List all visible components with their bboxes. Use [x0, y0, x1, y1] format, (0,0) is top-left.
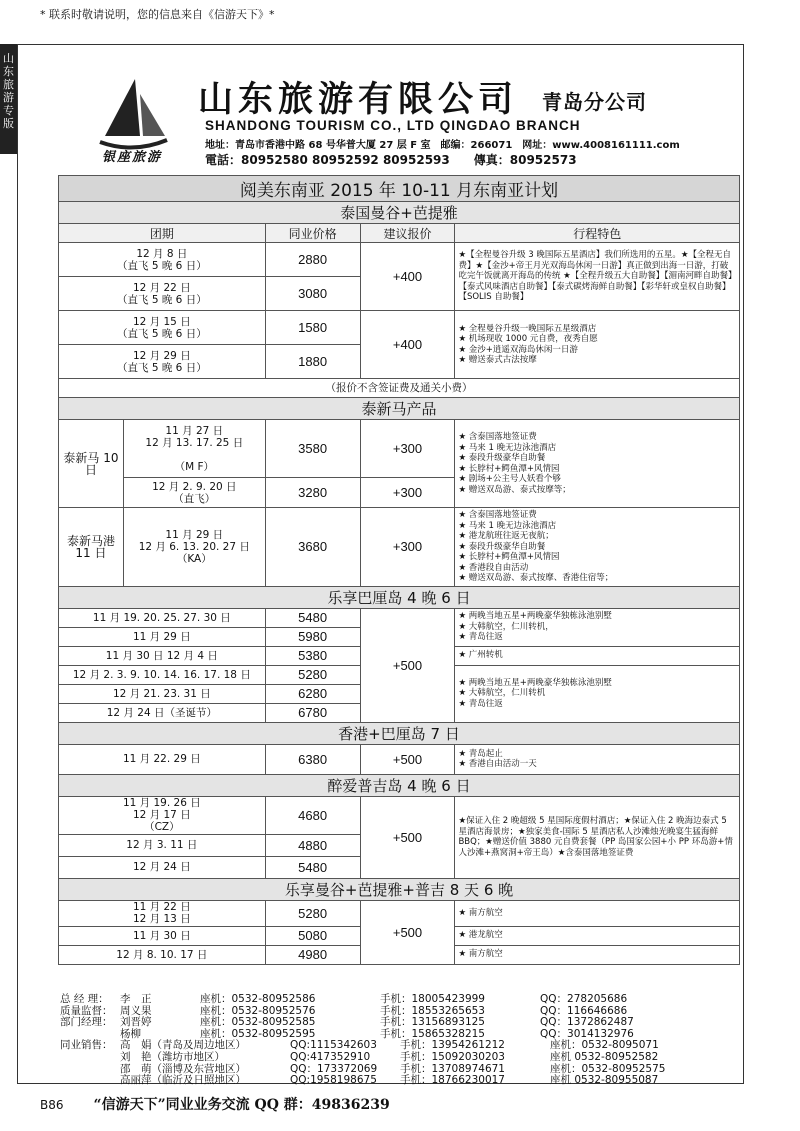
contact-row: 总 经 理： 李 正 座机：0532-80952586 手机：18005423999 QQ：278205686	[60, 993, 628, 1005]
table-row: 12 月 8 日 （直飞 5 晚 6 日）	[59, 243, 266, 277]
date-cell: 11 月 27 日 12 月 13. 17. 25 日 （M F）	[123, 420, 265, 478]
price-cell: 4880	[265, 834, 360, 856]
feature-cell: ★ 含泰国落地签证费 ★ 马来 1 晚无边泳池酒店 ★ 泰段升级豪华自助餐 ★ 长脖村+鳄鱼潭+风情园 ★ 剧场+公主号人妖看个够 ★ 赠送双岛游、泰式按摩等；	[455, 420, 740, 508]
price-cell: 3080	[265, 277, 360, 311]
table-row: 12 月 29 日 （直飞 5 晚 6 日）	[59, 345, 266, 379]
price-cell: 5280	[265, 665, 360, 684]
date-cell: 11 月 30 日 12 月 4 日	[59, 646, 266, 665]
feature-cell: ★ 南方航空	[455, 900, 740, 926]
price-cell: 5980	[265, 627, 360, 646]
price-cell: 3680	[265, 508, 360, 587]
date-cell: 12 月 24 日	[59, 856, 266, 878]
price-cell: 6380	[265, 744, 360, 774]
date-cell: 12 月 21. 23. 31 日	[59, 684, 266, 703]
price-cell: 5380	[265, 646, 360, 665]
col-price: 同业价格	[265, 224, 360, 243]
price-cell: 5480	[265, 856, 360, 878]
price-cell: 5280	[265, 900, 360, 926]
price-cell: 6280	[265, 684, 360, 703]
feature-cell: ★ 全程曼谷升级一晚国际五星级酒店 ★ 机场现收 1000 元自费，夜秀自愿 ★ 金沙+逍遥双海岛休闲一日游 ★ 赠送泰式古法按摩	[455, 311, 740, 379]
footer-text: “信游天下”同业业务交流 QQ 群：49836239	[93, 1097, 390, 1113]
date-cell: 12 月 8. 10. 17 日	[59, 945, 266, 964]
feature-cell: ★【全程曼谷升级 3 晚国际五星酒店】我们所选用的五星。★【全程无自费】★【金沙+帝王月光双海岛休闲一日游】真正做到出海一日游，打破吃完午饭就离开海岛的传统 ★【全程升级五大自助餐】【湄南河畔自助餐】【泰式风味酒店自助餐】【泰式碳烤海鲜自助餐】【彩华轩或皇权自助餐】【SOLIS 自助餐】	[455, 243, 740, 311]
thailand-header: 泰国曼谷+芭提雅	[59, 202, 740, 224]
quote-cell: +300	[360, 478, 455, 508]
company-name: 山东旅游有限公司	[198, 79, 519, 120]
quote-cell: +500	[360, 744, 455, 774]
quote-cell: +500	[360, 796, 455, 878]
contact-row: 杨柳 座机：0532-80952595 手机：15865328215 QQ：3014132976	[120, 1027, 634, 1040]
bali-header: 乐享巴厘岛 4 晚 6 日	[59, 586, 740, 608]
price-cell: 1880	[265, 345, 360, 379]
date-cell: 12 月 3. 11 日	[59, 834, 266, 856]
date-cell: 12 月 2. 3. 9. 10. 14. 16. 17. 18 日	[59, 665, 266, 684]
price-cell: 3580	[265, 420, 360, 478]
date-cell: 11 月 29 日	[59, 627, 266, 646]
quote-cell: +300	[360, 420, 455, 478]
group-label: 泰新马港 11 日	[59, 508, 124, 587]
feature-cell: ★ 两晚当地五星+两晚豪华独栋泳池别墅 ★ 大韩航空，仁川转机， ★ 青岛往返	[455, 608, 740, 646]
hkbali-header: 香港+巴厘岛 7 日	[59, 722, 740, 744]
price-cell: 2880	[265, 243, 360, 277]
feature-cell: ★ 青岛起止 ★ 香港自由活动一天	[455, 744, 740, 774]
tour-table	[58, 175, 740, 965]
tsm-header: 泰新马产品	[59, 398, 740, 420]
price-cell: 6780	[265, 703, 360, 722]
feature-cell: ★ 港龙航空	[455, 926, 740, 945]
contact-row: 部门经理： 刘晋婷 座机：0532-80952585 手机：13156893125 QQ：1372862487	[60, 1016, 634, 1029]
phuket-header: 醉爱普吉岛 4 晚 6 日	[59, 774, 740, 796]
date-cell: 11 月 29 日 12 月 6. 13. 20. 27 日 （KA）	[123, 508, 265, 587]
top-note: * 联系时敬请说明，您的信息来自《信游天下》*	[40, 8, 275, 21]
contact-list	[60, 994, 740, 1087]
company-english: SHANDONG TOURISM CO., LTD QINGDAO BRANCH	[205, 118, 581, 133]
contact-row: 质量监督： 周义果 座机：0532-80952576 手机：18553265653 QQ：116646686	[60, 1004, 628, 1017]
combo-header: 乐享曼谷+芭提雅+普吉 8 天 6 晚	[59, 878, 740, 900]
table-row: 12 月 22 日 （直飞 5 晚 6 日）	[59, 277, 266, 311]
price-cell: 3280	[265, 478, 360, 508]
slogan: 银座旅游	[102, 150, 163, 165]
company-phones: 電話：80952580 80952592 80952593 傳真：80952573	[205, 153, 577, 167]
quote-cell: +500	[360, 608, 455, 722]
price-cell: 1580	[265, 311, 360, 345]
sales-row: 同业销售： 高 娟（青岛及周边地区） QQ:1115342603 手机：13954261212 座机：0532-8095071	[60, 1039, 659, 1052]
sales-row: 刘 艳（潍坊市地区） QQ:417352910 手机：15092030203 座机 0532-80952582	[120, 1050, 659, 1063]
table-row: 12 月 15 日 （直飞 5 晚 6 日）	[59, 311, 266, 345]
footer	[40, 1094, 390, 1114]
date-cell: 11 月 22. 29 日	[59, 744, 266, 774]
quote-cell: +500	[360, 900, 455, 964]
sales-row: 高丽萍（临沂及日照地区） QQ:1958198675 手机：18766230017 座机 0532-80955087	[120, 1074, 659, 1087]
company-branch: 青岛分公司	[542, 90, 647, 114]
date-cell: 11 月 22 日 12 月 13 日	[59, 900, 266, 926]
col-date: 团期	[59, 224, 266, 243]
date-cell: 11 月 19. 26 日 12 月 17 日 （CZ）	[59, 796, 266, 834]
page-number: B86	[40, 1098, 64, 1112]
date-cell: 12 月 2. 9. 20 日 （直飞）	[123, 478, 265, 508]
quote-cell: +300	[360, 508, 455, 587]
main-title: 阅美东南亚 2015 年 10-11 月东南亚计划	[59, 176, 740, 202]
side-tab: 山东旅游专版	[0, 44, 17, 154]
price-cell: 4980	[265, 945, 360, 964]
feature-cell: ★ 南方航空	[455, 945, 740, 964]
feature-cell: ★ 含泰国落地签证费 ★ 马来 1 晚无边泳池酒店 ★ 港龙航班往返无夜航； ★ 泰段升级豪华自助餐 ★ 长脖村+鳄鱼潭+风情园 ★ 香港段自由活动 ★ 赠送双岛游、泰式按摩、香港住宿等；	[455, 508, 740, 587]
col-quote: 建议报价	[360, 224, 455, 243]
feature-cell: ★保证入住 2 晚超级 5 星国际度假村酒店；★保证入住 2 晚海边泰式 5 星酒店海景房；★独家美食-国际 5 星酒店私人沙滩烛光晚宴生猛海鲜 BBQ；★赠送价值 3880 元自费套餐（PP 岛国家公园+小 PP 环岛游+情人沙滩+燕窝洞+帝王岛）★含泰国落地签证费	[455, 796, 740, 878]
quote-cell: +400	[360, 243, 455, 311]
price-cell: 5080	[265, 926, 360, 945]
sales-row: 邵 萌（淄博及东营地区） QQ：173372069 手机：13708974671 座机：0532-80952575	[120, 1062, 666, 1075]
date-cell: 12 月 24 日（圣诞节）	[59, 703, 266, 722]
price-cell: 4680	[265, 796, 360, 834]
date-cell: 11 月 30 日	[59, 926, 266, 945]
company-address: 地址：青岛市香港中路 68 号华普大厦 27 层 F 室 邮编：266071 网址：www.4008161111.com	[205, 140, 680, 151]
thailand-note: （报价不含签证费及通关小费）	[59, 379, 740, 398]
group-label: 泰新马 10 日	[59, 420, 124, 508]
feature-cell: ★ 广州转机	[455, 646, 740, 665]
date-cell: 11 月 19. 20. 25. 27. 30 日	[59, 608, 266, 627]
col-feature: 行程特色	[455, 224, 740, 243]
quote-cell: +400	[360, 311, 455, 379]
price-cell: 5480	[265, 608, 360, 627]
feature-cell: ★ 两晚当地五星+两晚豪华独栋泳池别墅 ★ 大韩航空，仁川转机 ★ 青岛往返	[455, 665, 740, 722]
